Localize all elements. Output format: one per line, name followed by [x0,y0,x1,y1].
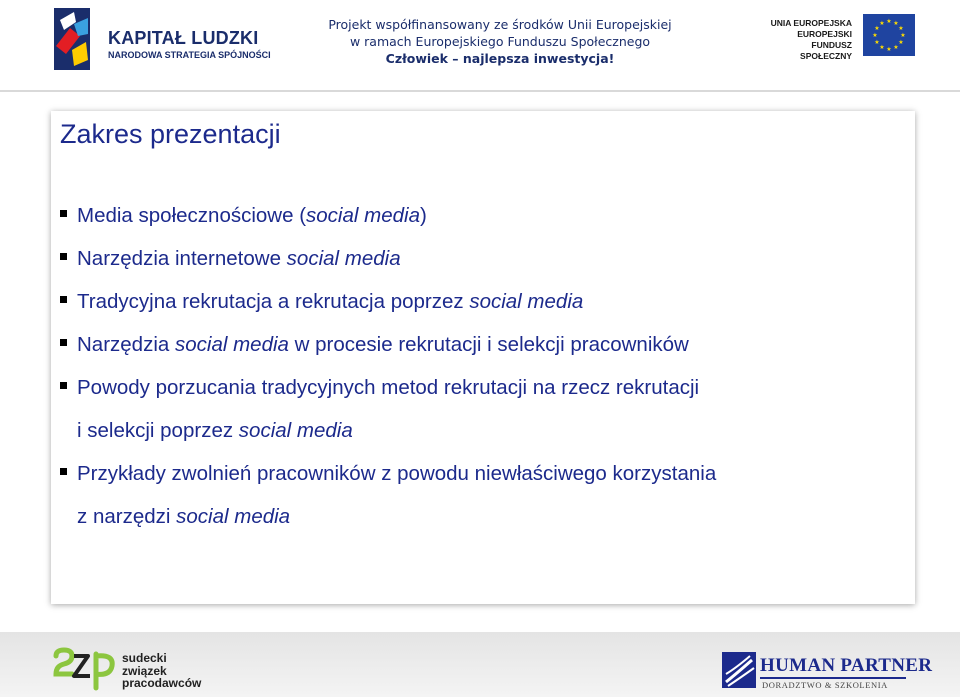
svg-text:★: ★ [886,46,892,53]
kapital-ludzki-logo [52,6,271,76]
svg-text:★: ★ [874,25,880,32]
bullet-item-continuation [51,495,915,538]
bullet-text-italic: social media [175,333,289,356]
bullet-square-icon [60,296,67,303]
bullet-item [51,194,915,237]
bullet-item [51,280,915,323]
bullet-text-italic: social media [238,419,353,442]
bullet-text: z narzędzi [77,505,177,528]
bullet-item-continuation [51,409,915,452]
bullet-item [51,452,915,495]
svg-text:★: ★ [874,39,880,46]
eu-flag-icon [863,14,915,56]
bullet-text-italic: social media [306,204,420,227]
slide-card [51,111,915,604]
project-text-line-1: Projekt współfinansowany ze środków Unii Europejskiej [328,17,672,32]
bullet-text: Przykłady zwolnień pracowników z powodu niewłaściwego korzystania [77,462,717,485]
bullet-item [51,323,915,366]
bullet-square-icon [60,210,67,217]
slide-title: Zakres prezentacji [60,119,281,149]
eu-logo-line-3: FUNDUSZ SPOŁECZNY [800,40,852,61]
eu-logo-line-1: UNIA EUROPEJSKA [770,18,852,28]
bullet-text-italic: social media [469,290,584,313]
bullet-square-icon [60,339,67,346]
eu-logo [760,12,920,62]
bullet-text: w procesie rekrutacji i selekcji pracowników [288,333,689,356]
svg-text:★: ★ [893,44,899,51]
bullet-list [51,194,915,538]
header-divider [0,90,960,92]
bullet-text-italic: social media [286,247,401,270]
bullet-text: i selekcji poprzez [77,419,239,442]
human-partner-subtitle: DORADZTWO & SZKOLENIA [762,680,888,690]
project-text-line-2: w ramach Europejskiego Funduszu Społecznego [349,34,651,49]
bullet-square-icon [60,382,67,389]
szp-logo-text [122,652,201,690]
szp-line-1: sudecki [122,651,167,665]
bullet-item [51,366,915,409]
bullet-text: ) [419,204,427,227]
project-cofinancing-text [300,16,700,67]
svg-text:★: ★ [898,25,904,32]
svg-text:★: ★ [886,18,892,25]
svg-text:★: ★ [879,20,885,27]
eu-logo-line-2: EUROPEJSKI [797,29,852,39]
project-text-line-3: Człowiek – najlepsza inwestycja! [385,51,615,66]
szp-mark-icon [52,646,118,692]
svg-text:★: ★ [898,39,904,46]
svg-text:★: ★ [893,20,899,27]
bullet-text: Media społecznościowe ( [77,204,307,227]
bullet-text-italic: social media [176,505,291,528]
bullet-text: Narzędzia [77,333,175,356]
bullet-square-icon [60,253,67,260]
header [0,0,960,90]
kapital-ludzki-subtitle: NARODOWA STRATEGIA SPÓJNOŚCI [108,50,271,60]
bullet-text: Tradycyjna rekrutacja a rekrutacja poprzez [77,290,470,313]
svg-text:★: ★ [879,44,885,51]
kapital-ludzki-mark-icon [52,6,92,72]
szp-line-3: pracodawców [122,676,202,690]
sudecki-zwiazek-pracodawcow-logo [52,646,222,692]
kapital-ludzki-title: KAPITAŁ LUDZKI [108,28,259,48]
svg-text:★: ★ [900,32,906,39]
human-partner-name: HUMAN PARTNER [760,655,933,676]
bullet-text: Powody porzucania tradycyjnych metod rekrutacji na rzecz rekrutacji [77,376,700,399]
eu-logo-text [760,18,852,62]
bullet-item [51,237,915,280]
human-partner-mark-icon [722,652,756,688]
human-partner-logo [722,652,933,692]
szp-line-2: związek [122,663,167,678]
bullet-square-icon [60,468,67,475]
bullet-text: Narzędzia internetowe [77,247,287,270]
human-partner-divider [760,677,906,679]
svg-text:★: ★ [872,32,878,39]
